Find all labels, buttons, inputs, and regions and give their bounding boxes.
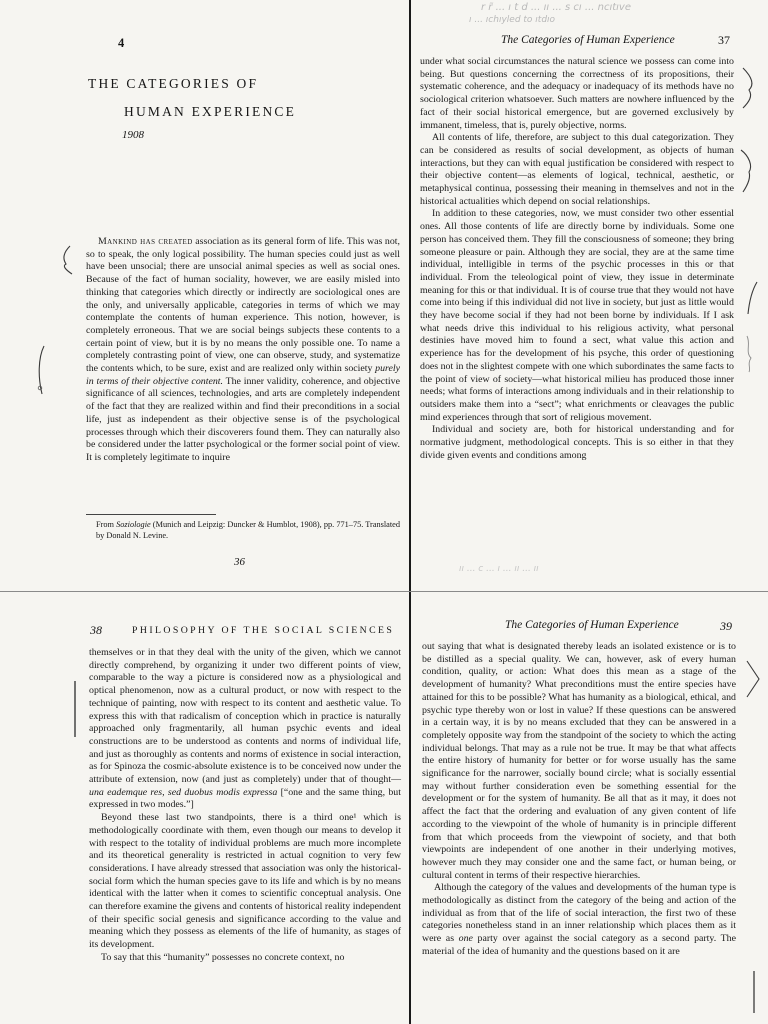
footnote-rule bbox=[86, 514, 216, 515]
lead-in: Mankind has created bbox=[98, 236, 193, 247]
page-39 bbox=[409, 591, 768, 1024]
page-36 bbox=[0, 0, 409, 591]
margin-line-mark bbox=[745, 280, 761, 316]
running-head-39: The Categories of Human Experience bbox=[505, 619, 679, 631]
footnote-italic: Soziologie bbox=[116, 520, 151, 529]
page-number-37: 37 bbox=[718, 33, 730, 47]
page-39-body bbox=[422, 641, 736, 959]
page-number-39: 39 bbox=[720, 619, 732, 633]
paragraph: To say that this “humanity” possesses no concrete context, no bbox=[101, 951, 345, 963]
running-head-38: PHILOSOPHY OF THE SOCIAL SCIENCES bbox=[132, 625, 395, 636]
footnote-text: From bbox=[96, 520, 117, 529]
margin-bracket-mark bbox=[56, 244, 76, 276]
page-seam-horizontal bbox=[0, 591, 768, 592]
page-36-body bbox=[86, 236, 400, 465]
page-seam-vertical bbox=[409, 0, 411, 1024]
paragraph-end: [“one and the same thing, but expressed in two modes.”] bbox=[89, 786, 401, 811]
chapter-year: 1908 bbox=[122, 129, 144, 141]
page-number-36: 36 bbox=[234, 556, 245, 568]
paragraph: out saying that what is designated thereby leads an isolated existence or is to be distilled as a special quality. We can, however, ask of every human condition, quality, or action: What does this mean as a stage of the development of humanity? What preconditions must the entire species have attained for this to be possible? What has humanity as a biological, ethical, and psychic type thereby won or lost in value? If these questions can be answered in a certain way, it is by no means excluded that they can be answered in a completely opposite way from the standpoint of the society to which the acting individual belongs. That may as a rule not be true. It may be that what affects the entire history of humanity for better or for worse usually has the same significance for the narrower, socially bound circle; what is socially essential may without further consideration even be something essential for the development or for the system of humanity. Be all that as it may, it does not affect the fact that the ordering and evaluation of any given content of life according to the viewpoint of the whole of humanity is in principle different from that which proceeds from the viewpoint of society, and that both viewpoints are independent of one another in their underlying motives, however much they may consider one and the same fact, or human being, or cultural content in terms of their respective hierarchies. bbox=[422, 641, 736, 881]
body-italic: purely in terms of their objective content. bbox=[86, 363, 400, 387]
handwritten-scribble-top-2: ı ... ıchıyled to ıtdıo bbox=[469, 15, 556, 25]
page-number-38: 38 bbox=[90, 623, 102, 637]
paragraph: Individual and society are, both for historical understanding and for normative judgment, methodological concepts. This is so either in that they divide given events and conditions among bbox=[420, 424, 734, 461]
page-38-body bbox=[89, 647, 401, 965]
paragraph: Although the category of the values and developments of the human type is methodologically as distinct from the category of the being and action of the individual as from that of the life of social interaction, the first two of these categories nonetheless stand in an inner relationship which places them as it were as bbox=[422, 882, 736, 945]
margin-bracket-mark bbox=[739, 66, 761, 110]
chapter-number: 4 bbox=[118, 36, 125, 50]
page-38 bbox=[0, 591, 409, 1024]
paragraph-end: party over against the social category as a second party. The material of the idea of humanity and the questions based on it are bbox=[422, 933, 736, 957]
paragraph: Beyond these last two standpoints, there is a third one¹ which is methodologically coordinate with them, even though our means to develop it with respect to the totality of individual problems are much more incomplete and its theoretical generality is restricted in actual cognition to very few considerations. I have already stressed that association was only the historical-social form which the human species gave to its life and which is by no means identical with the latter when it comes to scientific conceptual analysis. One can therefore examine the givens and contents of historical reality independent of their specific social genesis and significance according to the value and meaning which they possess as elements of the life of humanity, as stages of its development. bbox=[89, 812, 401, 951]
chapter-title-line-1: THE CATEGORIES OF bbox=[88, 76, 259, 91]
paragraph: In addition to these categories, now, we must consider two other essential ones. All those contents of life are directly borne by individuals. Some one person has conceived them. They fill the consciousness of someone; they bring someone pleasure or pain. Although they are social, they are at the same time individual, intelligible in terms of the psychic processes in this or that individual. From the teleological point of view, they issue in determinate meaning for this or that individual. It is of course true that they would not have come into being if this individual did not live in society, but just as little would they have become social if they had not been borne by individuals. If I ask what needs drive this individual to his religious activity, what personal destinies have moved him to found a sect, what value this action and experience has for the development of his psyche, this order of questioning does not in the slightest compete with one which subordinates the same facts to the point of view of society—what historical milieu has produced those inner needs; what forms of interactions among individuals and in their relationship to outsiders make them into a “sect”; what enrichments or cleavages the public mind experiences through that sort of religious movement. bbox=[420, 208, 735, 423]
paragraph: themselves or in that they deal with the unity of the given, which we cannot directly comprehend, by organizing it under two different points of view, comparable to the way a picture is considered now as a physiological and optical phenomenon, now as a cultural product, or now with respect to the technique of painting, now with respect to its content and aesthetic value. To express this with that radicalism of conception which in practice is naturally approached only fragmentarily, all human psychic events and ideal constructions are to be understood as contents and norms of individual life, and just as thoroughly as contents and norms of existence in social interaction, as for Spinoza the cosmic-absolute existence is to be conceived now under the attribute of extension, now (and just as completely) under that of thought— bbox=[89, 647, 401, 786]
margin-bracket-mark bbox=[737, 148, 759, 194]
paragraph: All contents of life, therefore, are subject to this dual categorization. They can be considered as results of social development, as objects of human interactions, but they can with equal justification be considered with respect to their objective content—as elements of logical, technical, aesthetic, or metaphysical continua, possessing their meaning in themselves and not in the historical actualities which depend on social relationships. bbox=[420, 132, 734, 207]
margin-squiggle-mark bbox=[743, 334, 757, 374]
handwritten-scribble-top: r r̃ ... ı t d ... ıı ... s cı ... ncıtıve bbox=[481, 2, 631, 13]
margin-line-mark bbox=[749, 969, 759, 1015]
footnote-rest: (Munich and Leipzig: Duncker & Humblot, 1908), pp. 771–75. Translated by Donald N. Levine. bbox=[96, 520, 401, 540]
footnote bbox=[96, 520, 400, 541]
running-head-37: The Categories of Human Experience bbox=[501, 34, 675, 46]
handwritten-scribble-bottom: ıı ... c ... ı ... ıı ... ıı bbox=[459, 564, 539, 574]
page-37 bbox=[409, 0, 768, 591]
paragraph-italic: one bbox=[458, 933, 473, 945]
paragraph: under what social circumstances the natural science we possess can come into being. But questions concerning the correctness of its propositions, their systematic coherence, and the adequacy or inadequacy of its methods have no sociological criterion whatsoever. Such matters are nowhere influenced by the fact of their social historical emergence, but are governed exclusively by immanent, timeless, that is, purely objective, norms. bbox=[420, 56, 734, 131]
body-text: association as its general form of life. This was not, so to speak, the only logical possibility. The human species could just as well have been unsocial; there are unsocial animal species as well as social ones. Because of the fact of human sociality, however, we are easily misled into thinking that categories which directly or indirectly are sociological ones are the only, and universally applicable, categories in terms of which we may contemplate the contents of human experience. This notion, however, is completely erroneous. That we are social beings subjects these contents to a certain point of view, but it is by no means the only possible one. To name a completely contrasting point of view, one can observe, study, and systematize the contents which, to be sure, exist and are realized only within society bbox=[86, 236, 400, 375]
chapter-title-line-2: HUMAN EXPERIENCE bbox=[124, 104, 297, 119]
margin-dot-mark bbox=[36, 384, 44, 392]
body-text-end: The inner validity, coherence, and objective significance of all sciences, technologies, and arts are completely independent of the fact that they are realized within and find their preconditions in a social life, just as independent as their objective sense is of the psychological processes through which their discoverers found them. They can naturally also be considered under the latter psychological or the former social point of view. It is completely legitimate to inquire bbox=[86, 375, 400, 463]
margin-angle-mark bbox=[743, 659, 765, 699]
margin-line-mark bbox=[70, 679, 80, 739]
page-37-body bbox=[420, 56, 734, 463]
paragraph-italic: una eademque res, sed duobus modis expressa bbox=[89, 786, 278, 798]
